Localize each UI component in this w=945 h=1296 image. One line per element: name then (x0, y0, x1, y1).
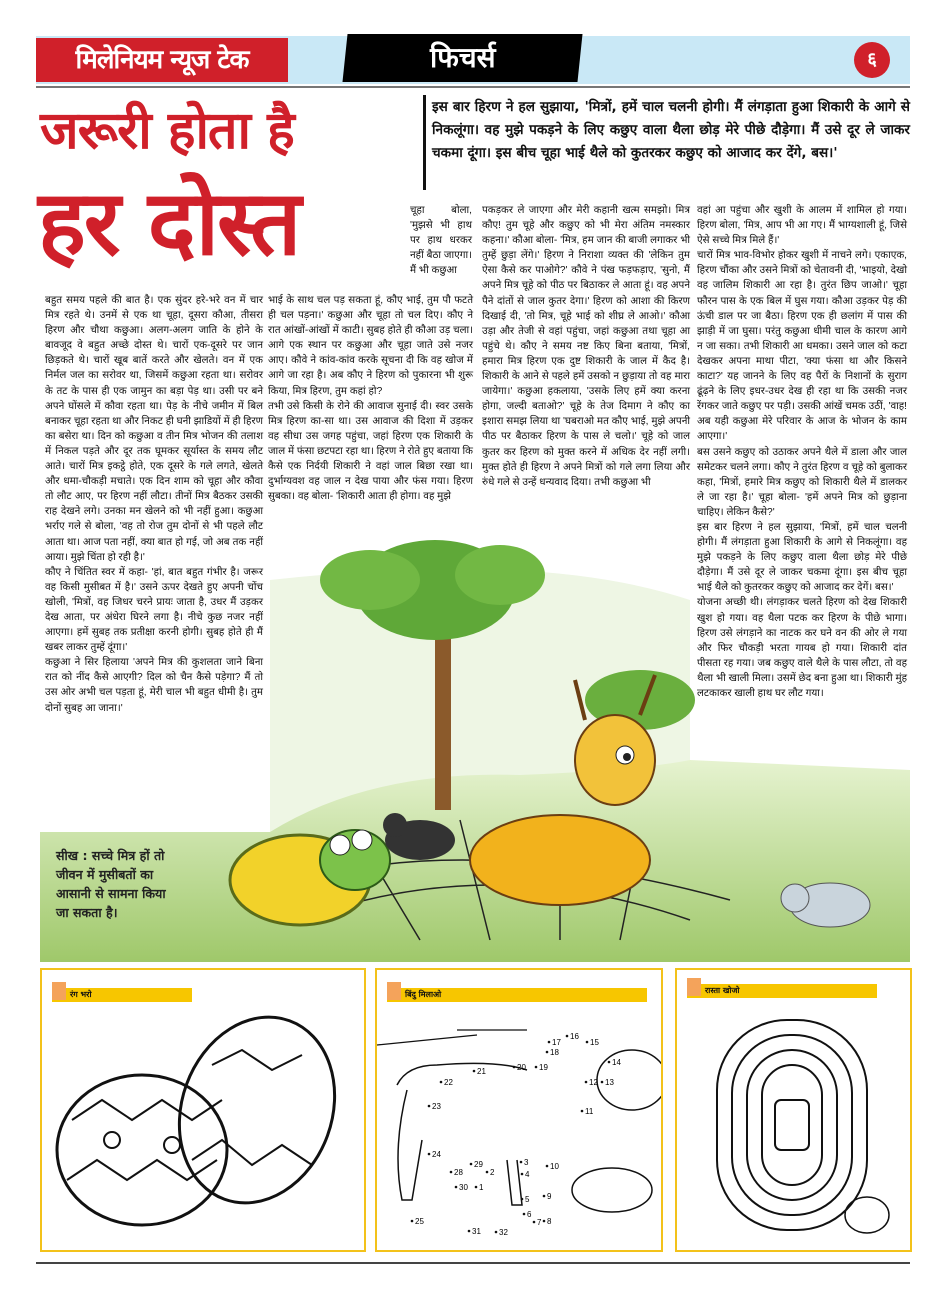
dot (450, 1171, 453, 1174)
footer-rule (36, 1262, 910, 1264)
dot-number: 32 (499, 1228, 508, 1237)
headline-line-1: जरूरी होता है (40, 100, 294, 161)
dot (470, 1163, 473, 1166)
dot (548, 1041, 551, 1044)
dot (521, 1173, 524, 1176)
dot (546, 1165, 549, 1168)
dot (411, 1220, 414, 1223)
dot-number: 11 (585, 1107, 594, 1116)
dot (543, 1195, 546, 1198)
paragraph: योजना अच्छी थी। लंगड़ाकर चलते हिरण को देख शिकारी खुश हो गया। वह थैला पटक कर हिरण के पीछे भागा। हिरण उसे लंगड़ाने का नाटक कर घने वन की ओर ले गया और फिर चौकड़ी भरता गायब हो गया। शिकारी दांत पीसता रह गया। जब कछुए वाले थैले के पास लौटा, तो वह थैला भी खाली मिला। उसमें छेद बना हुआ था। शिकारी मुंह लटकाकर खाली हाथ घर लौट गया। (697, 597, 907, 699)
dot-number: 14 (612, 1058, 621, 1067)
page-number: ६ (854, 42, 890, 78)
divider (36, 86, 910, 88)
dot (566, 1035, 569, 1038)
dot-number: 31 (472, 1227, 481, 1236)
newspaper-brand: मिलेनियम न्यूज टेक (36, 38, 288, 82)
dot-number: 25 (415, 1217, 424, 1226)
dot (581, 1110, 584, 1113)
dot (546, 1051, 549, 1054)
maze-drawing (677, 970, 910, 1250)
activity-title: बिंदु मिलाओ (387, 988, 647, 1002)
dot (513, 1066, 516, 1069)
dot (475, 1186, 478, 1189)
dot-number: 28 (454, 1168, 463, 1177)
section-title: फिचर्स (429, 41, 496, 74)
moral-label: सीख : (56, 848, 88, 863)
dot (608, 1061, 611, 1064)
paragraph: बहुत समय पहले की बात है। एक सुंदर हरे-भरे वन में चार मित्र रहते थे। उनमें से एक था चूहा, दूसरा कौआ, तीसरा हिरण और चौथा कछुआ। अलग-अलग जाति के होने के बावजूद वे बहुत अच्छे दोस्त थे। चारों एक-दूसरे पर जान छिड़कते थे। चारों खूब बातें करते और खेलते। वन में एक निर्मल जल का सरोवर था, जिसमें कछुआ रहता था। सरोवर के तट के पास ही एक जामुन का बड़ा पेड़ था। उसी पर बने अपने घोंसले में कौवा रहता था। पेड़ के नीचे जमीन में बिल बनाकर चूहा रहता था और निकट ही घनी झाडियों में ही हिरण का बसेरा था। दिन को कछुआ व तीन मित्र भोजन की तलाश में निकल पड़ते और दूर तक घूमकर सूर्यास्त के समय लौट आते। चारों मित्र इकट्ठे होते, एक दूसरे के गले लगते, खेलते और धमा-चौकड़ी मचाते। एक दिन शाम को चूहा और कौवा तो लौट आए, पर हिरण नहीं लौटा। तीनों मित्र बैठकर उसकी राह देखने लगे। उनका मन खेलने को भी नहीं हुआ। कछुआ भर्राए गले से बोला, 'वह तो रोज तुम दोनों से भी पहले लौट आता था। आज पता नहीं, क्या बात हो गई, जो अब तक नहीं आया। मुझे चिंता हो रही है।' (45, 295, 263, 563)
paragraph: पकड़कर ले जाएगा और मेरी कहानी खत्म समझो। मित्र कौए! तुम चूहे और कछुए को भी मेरा अंतिम नमस्कार कहना।' कौआ बोला- 'मित्र, हम जान की बाजी लगाकर भी तुम्हें छुड़ा लेंगे।' हिरण ने निराशा व्यक्त की 'लेकिन तुम ऐसा कैसे कर पाओगे?' कौवे ने पंख फड़फड़ाए, 'सुनो, मैं अपने मित्र चूहे को पीठ पर बिठाकर ले आता हूं। वह अपने पैने दांतों से जाल कुतर देगा।' हिरण को आशा की किरण दिखाई दी, 'तो मित्र, चूहे भाई को शीघ्र ले आओ।' कौआ उड़ा और तेजी से वहां पहुंचा, जहां कछुआ तथा चूहा आ पहुंचे थे। कौए ने समय नष्ट किए बिना बताया, 'मित्रों, हमारा मित्र हिरण एक दुष्ट शिकारी के जाल में कैद है। शिकारी के आने से पहले हमें उसको न छुड़ाया तो वह मारा जायेगा।' कछुआ हकलाया, 'उसके लिए हमें क्या करना होगा, जल्दी बताओ?' चूहे के तेज दिमाग ने कौए का इशारा समझ लिया था 'घबराओ मत कौए भाई, मुझे अपनी पीठ पर बैठाकर हिरण के पास ले चलो।' चूहे को जाल कुतर कर हिरण को मुक्त करने में अधिक देर नहीं लगी। मुक्त होते ही हिरण ने अपने मित्रों को गले लगा लिया और रुंधे गले से उन्हें धन्यवाद दिया। तभी कछुआ भी (482, 205, 690, 488)
dot-number: 4 (525, 1170, 530, 1179)
dot-number: 6 (527, 1210, 532, 1219)
divider (423, 95, 426, 190)
dot-number: 7 (537, 1218, 542, 1227)
paragraph: चारों मित्र भाव-विभोर होकर खुशी में नाचने लगे। एकाएक, हिरण चौंका और उसने मित्रों को चेतावनी दी, 'भाइयो, देखो वह जालिम शिकारी आ रहा है। तुरंत छिप जाओ।' चूहा फौरन पास के एक बिल में घुस गया। कौआ उड़कर पेड़ की ऊंची डाल पर जा बैठा। हिरण एक ही छलांग में पास की झाड़ी में जा घुसा। परंतु कछुआ धीमी चाल के कारण आगे न जा सका। तभी शिकारी आ धमका। उसने जाल को कटा देखकर अपना माथा पीटा, 'क्या फंसा था और किसने काटा?' यह जानने के लिए वह पैरों के निशानों के सुराग ढूंढ़ने के लिए इधर-उधर देख ही रहा था कि उसकी नजर रेंगकर जाते कछुए पर पड़ी। उसकी आंखें चमक उठीं, 'वाह! अब यही कछुआ मेरे परिवार के आज के भोजन के काम आएगा।' (697, 250, 907, 443)
section-label (342, 34, 582, 82)
dot (543, 1220, 546, 1223)
dot-number: 3 (524, 1158, 529, 1167)
dot (533, 1221, 536, 1224)
dot-number: 29 (474, 1160, 483, 1169)
story-column-3 (482, 203, 690, 490)
paragraph: कछुआ ने सिर हिलाया 'अपने मित्र की कुशलता जाने बिना रात को नींद कैसे आएगी? दिल को चैन कैसे पड़ेगा? मैं तो उस ओर अभी चल पड़ता हूं, मेरी चाल भी बहुत धीमी है। तुम दोनों सुबह आ जाना।' (45, 657, 263, 714)
activity-title: रास्ता खोजो (687, 984, 877, 998)
activity-maze (675, 968, 912, 1252)
dot (523, 1213, 526, 1216)
story-column-2 (268, 293, 473, 504)
paragraph: इस बार हिरण ने हल सुझाया, 'मित्रों, हमें चाल चलनी होगी। मैं लंगड़ाता हुआ शिकारी के आगे से निकलूंगा। वह मुझे पकड़ने के लिए कछुए वाला थैला छोड़ मेरे पीछे दौड़ेगा। मैं उसे दूर ले जाकर चकमा दूंगा। इस बीच चूहा भाई थैले को कुतरकर कछुए को आजाद कर देगें। बस।' (697, 521, 907, 594)
activity-coloring (40, 968, 366, 1252)
dot (468, 1230, 471, 1233)
easter-eggs-drawing (42, 970, 364, 1250)
paragraph: कौए ने चिंतित स्वर में कहा- 'हां, बात बहुत गंभीर है। जरूर वह किसी मुसीबत में है।' उसने ऊपर देखते हुए अपनी चोंच खोली, 'मित्रों, वह जिधर चरने प्रायः जाता है, उधर मैं उड़कर देख आता, पर अंधेरा घिरने लगा है। नीचे कुछ नजर नहीं आएगा। हमें सुबह तक प्रतीक्षा करनी होगी। सुबह होते ही मैं खबर लाकर तुम्हें दूंगा।' (45, 566, 263, 654)
dot-number: 5 (525, 1195, 530, 1204)
dot-number: 15 (590, 1038, 599, 1047)
paragraph: तभी उसे किसी के रोने की आवाज सुनाई दी। स्वर उसके मित्र हिरण का-सा था। उस आवाज की दिशा में उड़कर वह सीधा उस जगह पहुंचा, जहां हिरण एक शिकारी के जाल में फंसा छटपटा रहा था। हिरण ने रोते हुए बताया कि कैसे एक निर्दयी शिकारी ने वहां जाल बिछा रखा था। दुर्भाग्यवश वह जाल न देख पाया और फंस गया। हिरण सुबका। वह बोला- 'शिकारी आता ही होगा। वह मुझे (268, 400, 473, 503)
paragraph: वहां आ पहुंचा और खुशी के आलम में शामिल हो गया। हिरण बोला, 'मित्र, आप भी आ गए। मैं भाग्यशाली हूं, जिसे ऐसे सच्चे मित्र मिले हैं।' (697, 205, 907, 247)
dot-number: 21 (477, 1067, 486, 1076)
dot (473, 1070, 476, 1073)
dot-number: 9 (547, 1192, 552, 1201)
dot-number: 19 (539, 1063, 548, 1072)
moral-box (40, 832, 175, 960)
dot (486, 1171, 489, 1174)
dot (440, 1081, 443, 1084)
dot-number: 24 (432, 1150, 441, 1159)
story-column-1 (45, 293, 263, 716)
pull-quote: इस बार हिरण ने हल सुझाया, 'मित्रों, हमें चाल चलनी होगी। मैं लंगड़ाता हुआ शिकारी के आगे से निकलूंगा। वह मुझे पकड़ने के लिए कछुए वाला थैला छोड़ मेरे पीछे दौड़ेगा। मैं उसे दूर ले जाकर चकमा दूंगा। इस बीच चूहा भाई थैले को कुतरकर कछुए को आजाद कर देंगे, बस।' (432, 99, 910, 161)
dot (495, 1231, 498, 1234)
dot-number: 2 (490, 1168, 495, 1177)
dot (535, 1066, 538, 1069)
dot-number: 1 (479, 1183, 484, 1192)
dot-number: 23 (432, 1102, 441, 1111)
moral-text: सच्चे मित्र हों तो जीवन में मुसीबतों का आसानी से सामना किया जा सकता है। (56, 848, 166, 920)
activity-title: रंग भरो (52, 988, 192, 1002)
dot-number: 18 (550, 1048, 559, 1057)
story-column-4 (697, 203, 907, 701)
dot-number: 16 (570, 1032, 579, 1041)
dot-number: 17 (552, 1038, 561, 1047)
dot-number: 13 (605, 1078, 614, 1087)
story-column-2-top: चूहा बोला, 'मुझसे भी हाथ पर हाथ धरकर नहीं बैठा जाएगा। मैं भी कछुआ (410, 205, 472, 276)
dot-number: 20 (517, 1063, 526, 1072)
paragraph: भाई के साथ चल पड़ सकता हूं, कौए भाई, तुम पौ फटते ही चल पड़ना।' कछुआ और चूहा तो चल दिए। कौए ने रात आंखों-आंखों में काटी। सुबह होते ही कौआ उड़ चला। आगे एक स्थान पर कछुआ और चूहा जाते उसे नजर आए। कौवे ने कांव-कांव करके सूचना दी कि वह खोज में आगे जा रहा है। अब कौए ने हिरण को पुकारना भी शुरू किया, मित्र हिरण, तुम कहां हो? (268, 295, 473, 397)
sheep-dots-drawing (377, 970, 661, 1250)
activity-connect-dots (375, 968, 663, 1252)
dot (455, 1186, 458, 1189)
dot-number: 12 (589, 1078, 598, 1087)
dot-number: 30 (459, 1183, 468, 1192)
dot (428, 1153, 431, 1156)
paragraph: बस उसने कछुए को उठाकर अपने थैले में डाला और जाल समेटकर चलने लगा। कौए ने तुरंत हिरण व चूहे को बुलाकर कहा, 'मित्रों, हमारे मित्र कछुए को शिकारी थैले में डालकर ले जा रहा है।' चूहा बोला- 'हमें अपने मित्र को छुड़ाना चाहिए। लेकिन कैसे?' (697, 446, 907, 518)
dot-number: 22 (444, 1078, 453, 1087)
dot-number: 8 (547, 1217, 552, 1226)
dot (601, 1081, 604, 1084)
dot-number: 10 (550, 1162, 559, 1171)
dot (586, 1041, 589, 1044)
dot (428, 1105, 431, 1108)
dot (585, 1081, 588, 1084)
dot (521, 1198, 524, 1201)
headline-line-2: हर दोस्त (38, 170, 300, 276)
dot (520, 1161, 523, 1164)
